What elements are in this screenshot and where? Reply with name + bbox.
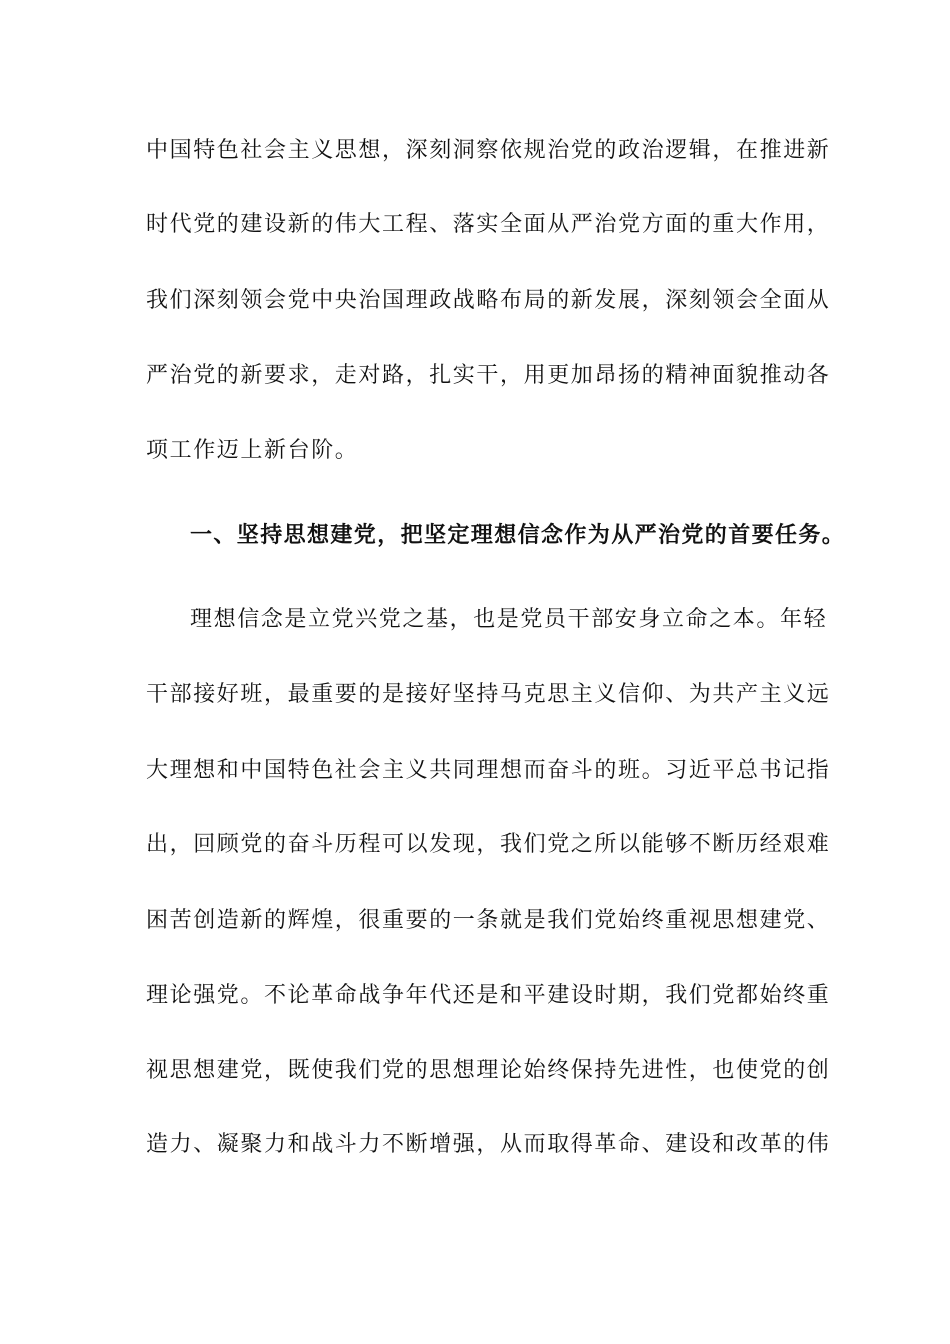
paragraph-line: 中国特色社会主义思想，深刻洞察依规治党的政治逻辑，在推进新 (146, 138, 831, 163)
section-heading: 一、坚持思想建党，把坚定理想信念作为从严治党的首要任务。 (190, 522, 846, 548)
paragraph-line: 干部接好班，最重要的是接好坚持马克思主义信仰、为共产主义远 (146, 682, 831, 707)
paragraph-line: 大理想和中国特色社会主义共同理想而奋斗的班。习近平总书记指 (146, 758, 831, 783)
paragraph-line: 困苦创造新的辉煌，很重要的一条就是我们党始终重视思想建党、 (146, 908, 831, 933)
paragraph-line: 造力、凝聚力和战斗力不断增强，从而取得革命、建设和改革的伟 (146, 1132, 831, 1157)
paragraph-line: 时代党的建设新的伟大工程、落实全面从严治党方面的重大作用， (146, 212, 831, 237)
paragraph-line: 视思想建党，既使我们党的思想理论始终保持先进性，也使党的创 (146, 1058, 831, 1083)
paragraph-line: 项工作迈上新台阶。 (146, 438, 359, 463)
paragraph-line: 严治党的新要求，走对路，扎实干，用更加昂扬的精神面貌推动各 (146, 363, 831, 388)
paragraph-line: 我们深刻领会党中央治国理政战略布局的新发展，深刻领会全面从 (146, 288, 831, 313)
paragraph-line: 理想信念是立党兴党之基，也是党员干部安身立命之本。年轻 (190, 607, 828, 632)
paragraph-line: 理论强党。不论革命战争年代还是和平建设时期，我们党都始终重 (146, 983, 831, 1008)
paragraph-line: 出，回顾党的奋斗历程可以发现，我们党之所以能够不断历经艰难 (146, 832, 831, 857)
